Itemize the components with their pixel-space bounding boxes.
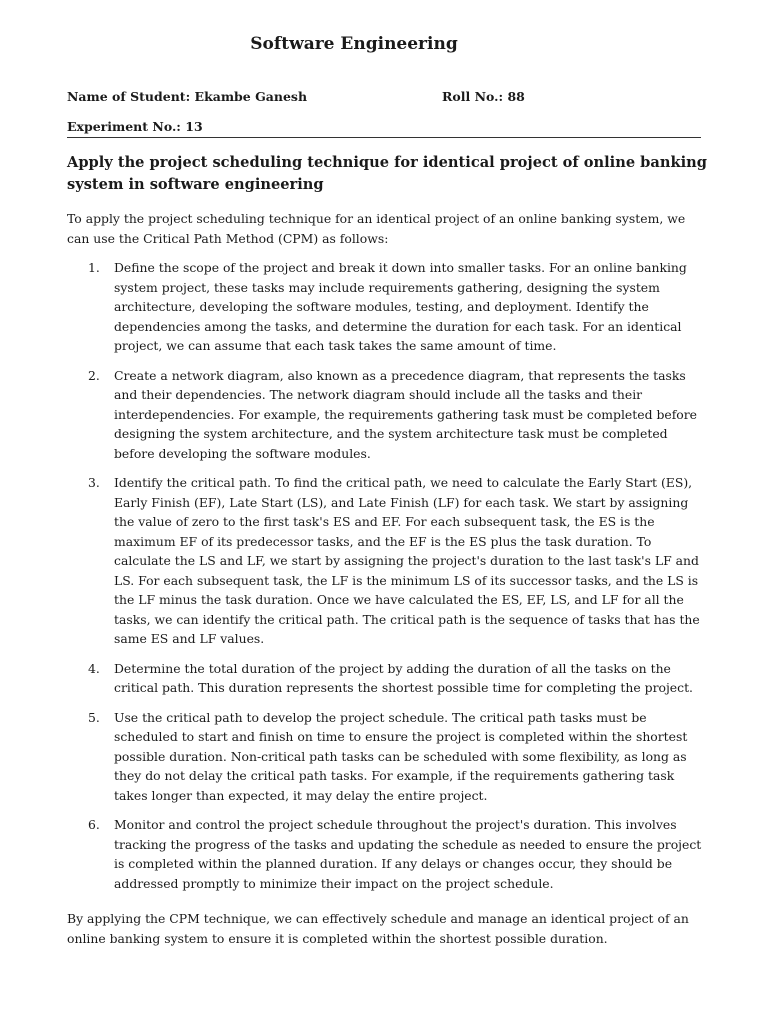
experiment-number-label: Experiment No.: (67, 119, 181, 134)
student-name-value: Ekambe Ganesh (194, 89, 308, 104)
list-item-text: Determine the total duration of the project by adding the duration of all the tasks on the critical path. This duration represents the shortest possible time for completing the project. (114, 660, 693, 695)
list-item-number: 2. (88, 367, 100, 383)
roll-number-value: 88 (507, 89, 525, 104)
list-item (67, 708, 707, 806)
list-item (67, 366, 707, 464)
document-title: Software Engineering (250, 34, 458, 54)
experiment-heading: Apply the project scheduling technique for identical project of online banking system in software engineering (67, 154, 707, 193)
list-item-text: Identify the critical path. To find the critical path, we need to calculate the Early Start (ES), Early Finish (EF), Late Start (LS), and Late Finish (LF) for each task. We start by assigning the value of zero to the first task's ES and EF. For each subsequent task, the ES is the maximum EF of its predecessor tasks, and the EF is the ES plus the task duration. To calculate the LS and LF, we start by assigning the project's duration to the last task's LF and LS. For each subsequent task, the LF is the minimum LS of its successor tasks, and the LS is the LF minus the task duration. Once we have calculated the ES, EF, LS, and LF for all the tasks, we can identify the critical path. The critical path is the sequence of tasks that has the same ES and LF values. (114, 475, 700, 646)
list-item-number: 6. (88, 817, 100, 832)
list-item-number: 4. (88, 660, 100, 676)
list-item (67, 815, 707, 893)
header-divider (67, 137, 701, 138)
intro-paragraph: To apply the project scheduling technique for an identical project of an online banking system, we can use the Critical Path Method (CPM) as follows: (67, 211, 686, 246)
list-item-number: 1. (88, 260, 100, 275)
experiment-number-line (67, 119, 203, 134)
list-item-number: 3. (88, 475, 100, 490)
student-name-label: Name of Student: (67, 89, 191, 104)
cpm-steps-list (67, 258, 707, 903)
student-name-line (67, 89, 307, 104)
list-item-text: Monitor and control the project schedule throughout the project's duration. This involves tracking the progress of the tasks and updating the schedule as needed to ensure the project is completed within the planned duration. If any delays or changes occur, they should be addressed promptly to minimize their impact on the project schedule. (114, 817, 702, 891)
list-item-text: Use the critical path to develop the project schedule. The critical path tasks must be scheduled to start and finish on time to ensure the project is completed within the shortest possible duration. Non-critical path tasks can be scheduled with some flexibility, as long as they do not delay the critical path tasks. For example, if the requirements gathering task takes longer than expected, it may delay the entire project. (114, 709, 688, 803)
list-item-text: Define the scope of the project and break it down into smaller tasks. For an online banking system project, these tasks may include requirements gathering, designing the system architecture, developing the software modules, testing, and deployment. Identify the dependencies among the tasks, and determine the duration for each task. For an identical project, we can assume that each task takes the same amount of time. (114, 260, 687, 353)
list-item (67, 659, 707, 698)
roll-number-label: Roll No.: (442, 89, 504, 104)
list-item (67, 258, 707, 356)
list-item (67, 473, 707, 649)
roll-number-line (442, 89, 525, 104)
closing-paragraph: By applying the CPM technique, we can effectively schedule and manage an identical project of an online banking system to ensure it is completed within the shortest possible duration. (67, 911, 689, 946)
experiment-number-value: 13 (185, 119, 203, 134)
list-item-text: Create a network diagram, also known as a precedence diagram, that represents the tasks and their dependencies. The network diagram should include all the tasks and their interdependencies. For example, the requirements gathering task must be completed before designing the system architecture, and the system architecture task must be completed before developing the software modules. (114, 367, 698, 461)
list-item-number: 5. (88, 709, 100, 725)
